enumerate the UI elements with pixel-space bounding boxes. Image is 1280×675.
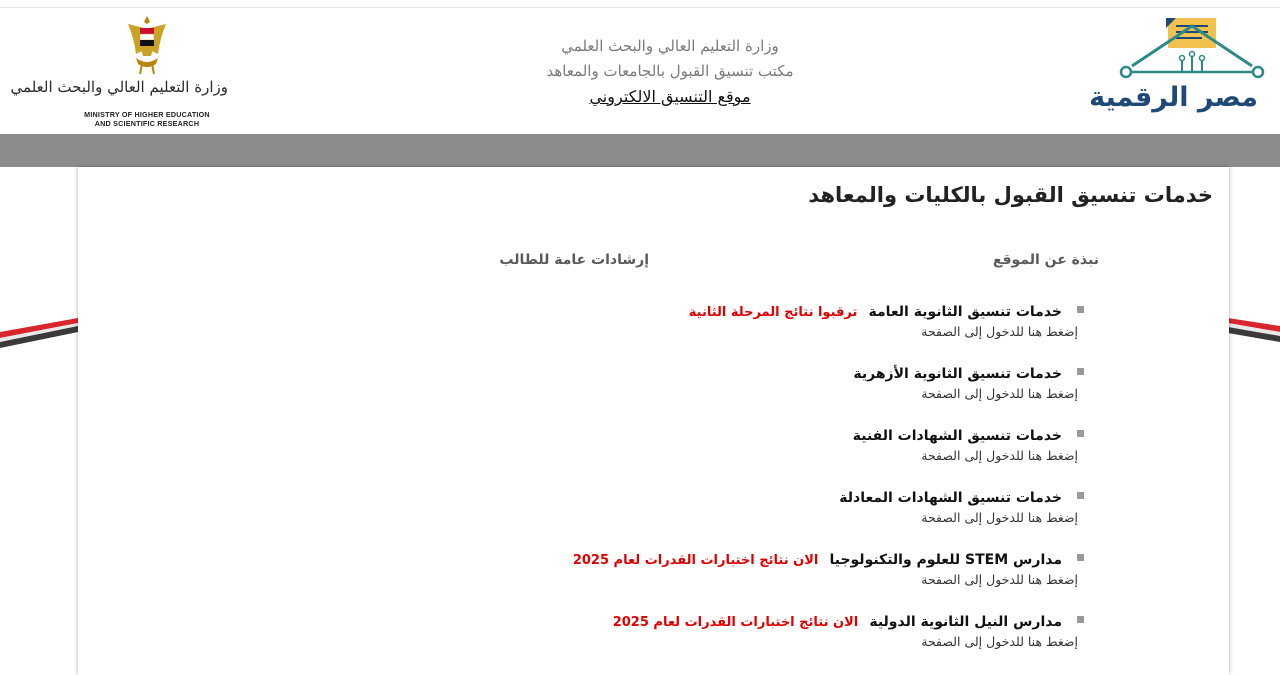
service-item-nile-schools — [573, 611, 1078, 673]
flag-ribbon-right-icon — [1228, 290, 1280, 370]
enter-page-link[interactable]: إضغط هنا للدخول إلى الصفحة — [921, 634, 1078, 649]
service-title[interactable]: مدارس النيل الثانوية الدولية — [869, 614, 1062, 630]
services-list — [573, 301, 1078, 673]
service-item-equivalent-certificates — [573, 487, 1078, 549]
office-name: مكتب تنسيق القبول بالجامعات والمعاهد — [546, 62, 794, 80]
header-center-title — [500, 34, 840, 110]
flag-ribbon-left-icon — [0, 290, 80, 370]
service-item-technical-certificates — [573, 425, 1078, 487]
service-title[interactable]: خدمات تنسيق الثانوية الأزهرية — [853, 366, 1062, 382]
service-title[interactable]: خدمات تنسيق الشهادات المعادلة — [839, 490, 1062, 506]
eagle-emblem-icon — [124, 14, 170, 76]
service-item-general-secondary — [573, 301, 1078, 363]
main-panel — [78, 167, 1229, 675]
enter-page-link[interactable]: إضغط هنا للدخول إلى الصفحة — [921, 448, 1078, 463]
bullet-icon — [1077, 554, 1084, 561]
digital-egypt-logo[interactable] — [1089, 16, 1266, 128]
service-item-azhar-secondary — [573, 363, 1078, 425]
ministry-logo[interactable] — [10, 14, 228, 132]
site-header — [0, 8, 1280, 134]
ministry-name: وزارة التعليم العالي والبحث العلمي — [561, 37, 779, 55]
page-title: خدمات تنسيق القبول بالكليات والمعاهد — [808, 183, 1213, 207]
bullet-icon — [1077, 306, 1084, 313]
service-note: ترقبوا نتائج المرحلة الثانية — [688, 305, 858, 320]
service-title[interactable]: مدارس STEM للعلوم والتكنولوجيا — [829, 552, 1062, 568]
enter-page-link[interactable]: إضغط هنا للدخول إلى الصفحة — [921, 324, 1078, 339]
bullet-icon — [1077, 368, 1084, 375]
student-guidance-link[interactable]: إرشادات عامة للطالب — [499, 252, 649, 268]
service-note: الان نتائج اختبارات القدرات لعام 2025 — [612, 615, 859, 630]
service-item-stem-schools — [573, 549, 1078, 611]
service-title[interactable]: خدمات تنسيق الشهادات الفنية — [852, 428, 1062, 444]
ministry-logo-english — [66, 110, 228, 128]
nav-bar — [0, 134, 1280, 167]
ministry-english-line2: AND SCIENTIFIC RESEARCH — [94, 119, 200, 128]
ministry-english-line1: MINISTRY OF HIGHER EDUCATION — [84, 110, 210, 119]
enter-page-link[interactable]: إضغط هنا للدخول إلى الصفحة — [921, 572, 1078, 587]
enter-page-link[interactable]: إضغط هنا للدخول إلى الصفحة — [921, 510, 1078, 525]
service-note: الان نتائج اختبارات القدرات لعام 2025 — [572, 553, 819, 568]
bullet-icon — [1077, 430, 1084, 437]
enter-page-link[interactable]: إضغط هنا للدخول إلى الصفحة — [921, 386, 1078, 401]
ministry-logo-arabic: وزارة التعليم العالي والبحث العلمي — [10, 78, 228, 96]
bullet-icon — [1077, 492, 1084, 499]
about-site-link[interactable]: نبذة عن الموقع — [992, 252, 1099, 268]
digital-egypt-text: مصر الرقمية — [1089, 82, 1258, 113]
digital-egypt-emblem-icon — [1118, 16, 1266, 86]
top-border — [0, 0, 1280, 8]
e-coordination-site-link[interactable]: موقع التنسيق الالكتروني — [589, 87, 751, 106]
service-title[interactable]: خدمات تنسيق الثانوية العامة — [868, 304, 1062, 320]
bullet-icon — [1077, 616, 1084, 623]
